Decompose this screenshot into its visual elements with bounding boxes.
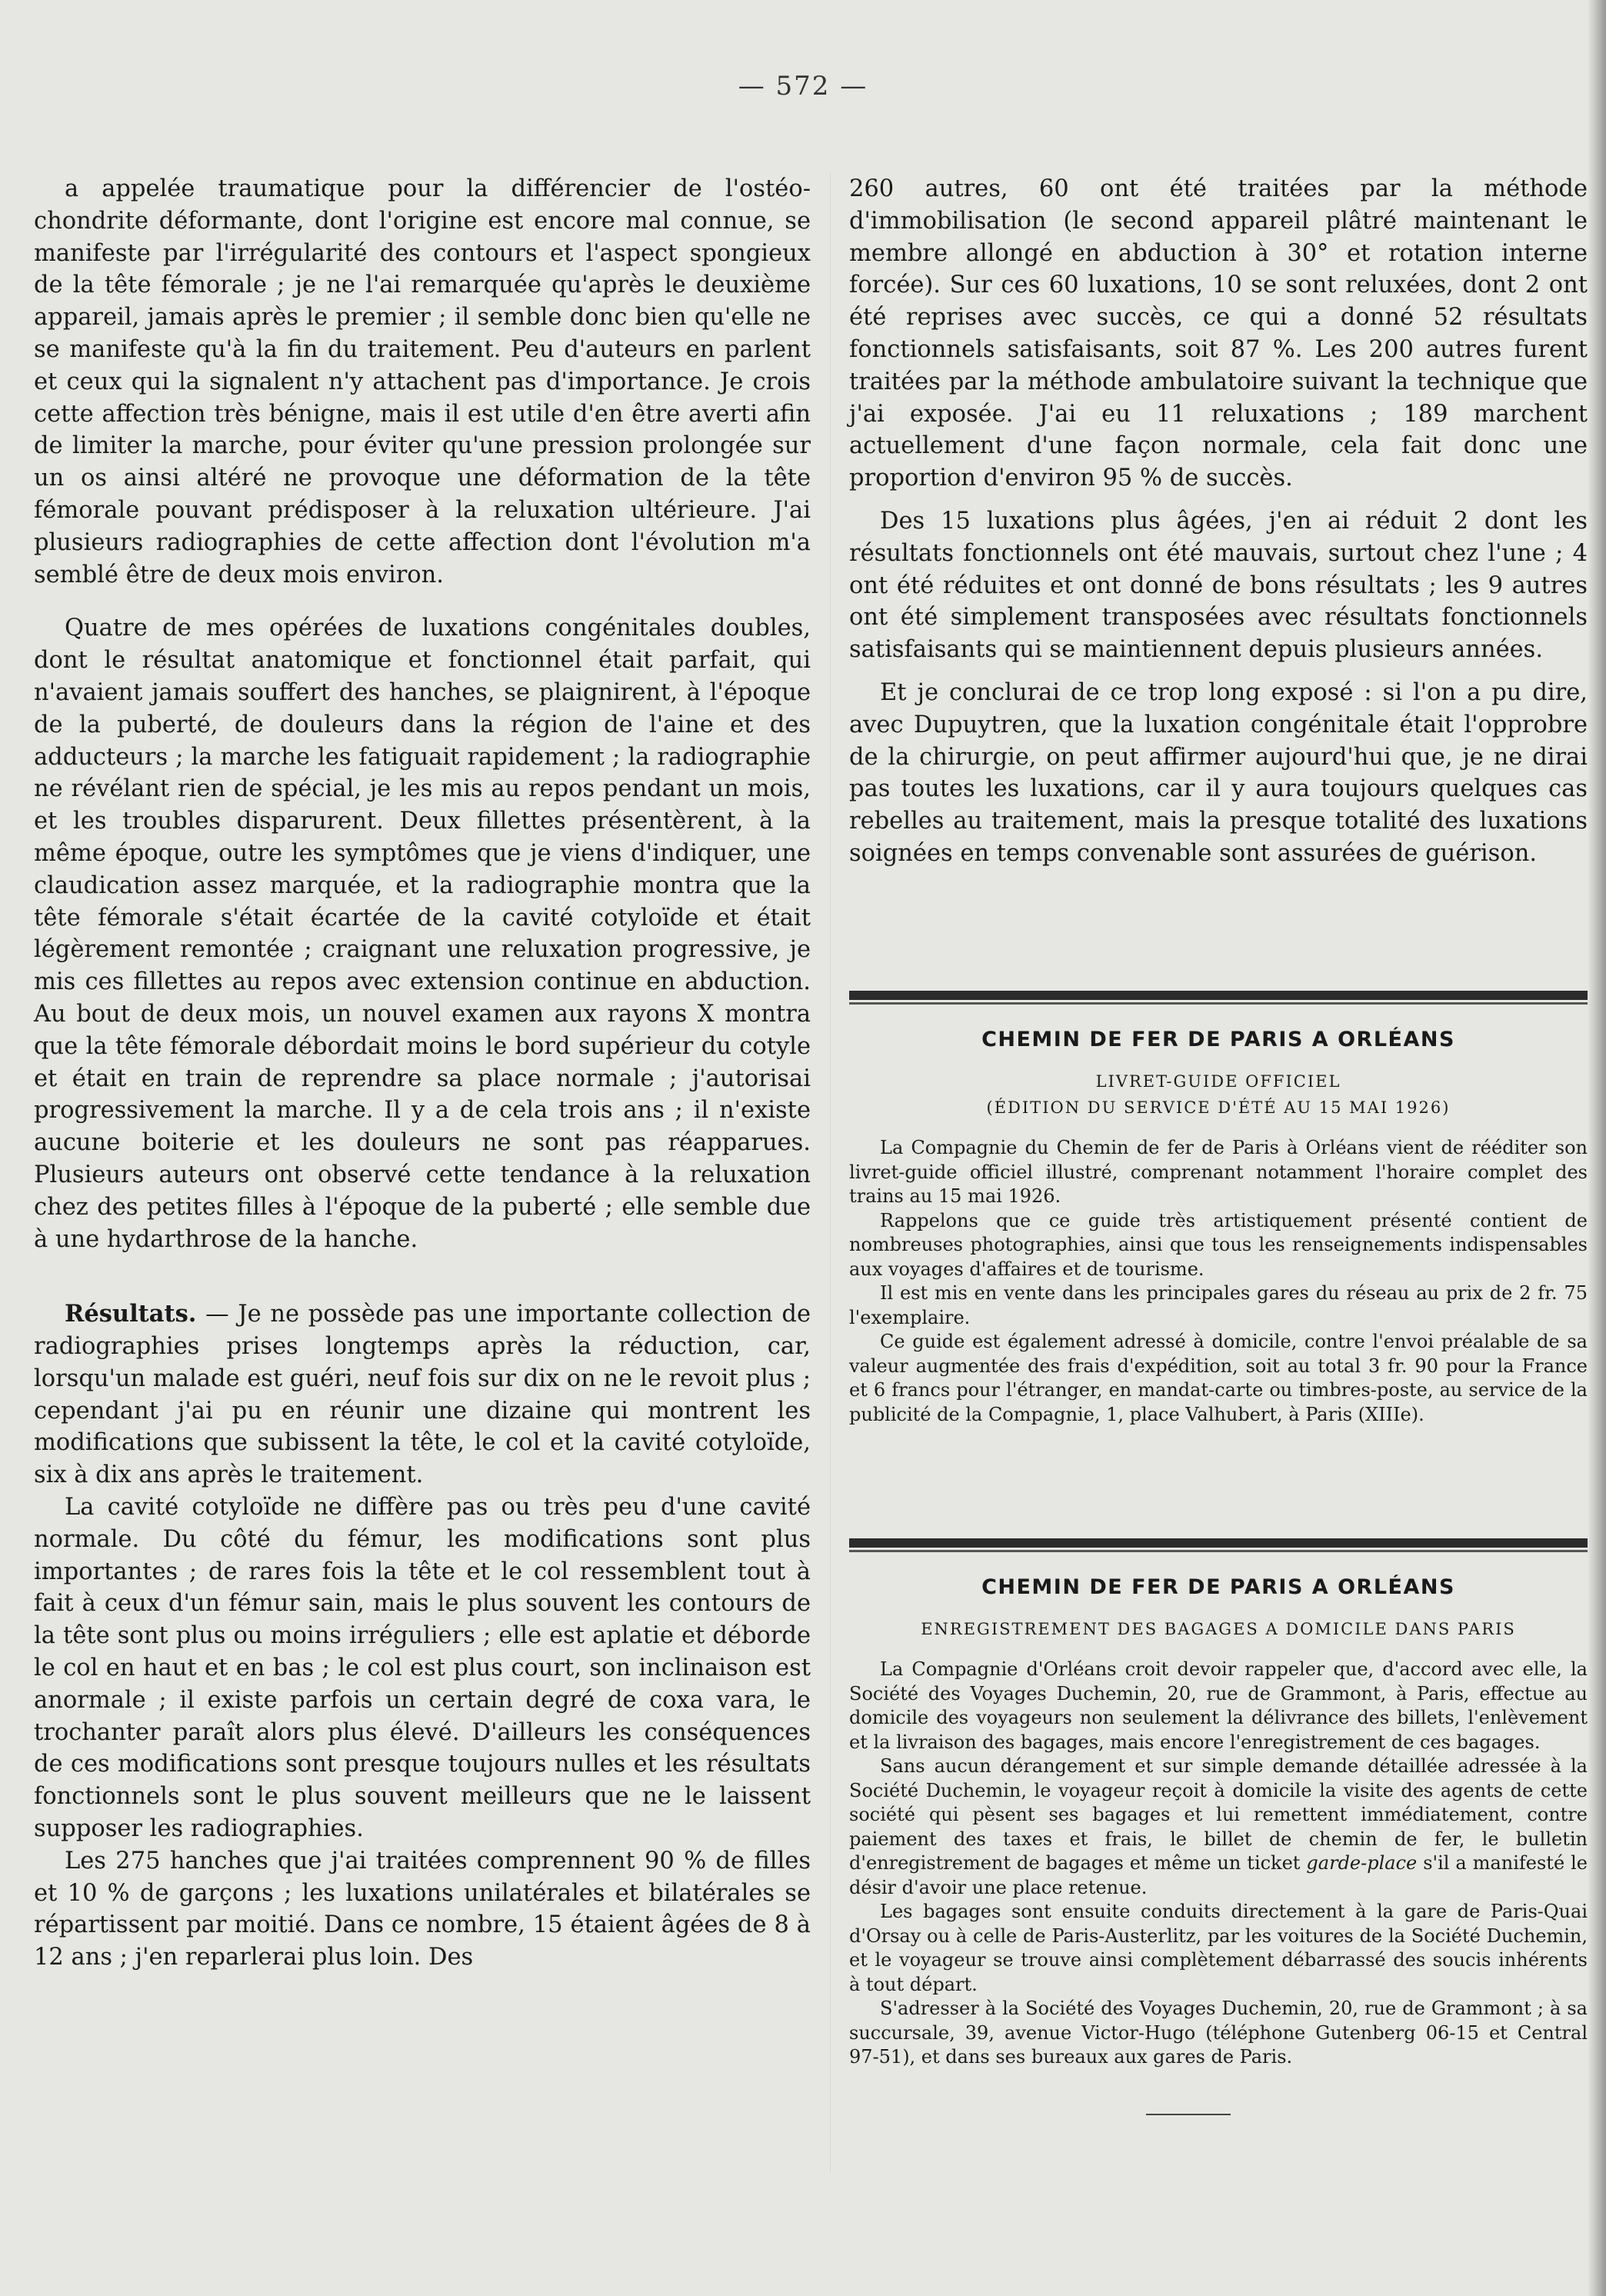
notice-title: CHEMIN DE FER DE PARIS A ORLÉANS — [981, 1028, 1455, 1051]
notice-paragraph: Ce guide est également adressé à domicile, contre l'envoi préalable de sa valeur augmentée des frais d'expédition, soit au total 3 fr. 90 pour la France et 6 francs pour l'étranger, en mandat-carte ou timbres-poste, au service de la publicité de la Compagnie, 1, place Valhubert, à Paris (XIIIe). — [849, 1331, 1588, 1425]
page-number: — 572 — — [738, 71, 868, 102]
notice-paragraph: Il est mis en vente dans les principales gares du réseau au prix de 2 fr. 75 l'exemplaire. — [849, 1282, 1588, 1328]
notice-paragraph: Rappelons que ce guide très artistiquement présenté contient de nombreuses photographies, ainsi que tous les renseignements indispensables aux voyages d'affaires et de tourisme. — [849, 1209, 1588, 1280]
right-column — [849, 173, 1588, 870]
page-edge-shadow — [1588, 0, 1606, 2296]
paragraph: Quatre de mes opérées de luxations congénitales doubles, dont le résultat anatomique et fonctionnel était parfait, qui n'avaient jamais souffert des hanches, se plaignirent, à l'époque de la puberté, de douleurs dans la région de l'aine et des adducteurs ; la marche les fatiguait rapidement ; la radiographie ne révélant rien de spécial, je les mis au repos pendant un mois, et les troubles disparurent. Deux fillettes présentèrent, à la même époque, outre les symptômes que je viens d'indiquer, une claudication assez marquée, et la radiographie montra que la tête fémorale s'était écartée de la cavité cotyloïde et était légèrement remontée ; craignant une reluxation progressive, je mis ces fillettes au repos avec extension continue en abduction. Au bout de deux mois, un nouvel examen aux rayons X montra que la tête fémorale débordait moins le bord supérieur du cotyle et était en train de reprendre sa place normale ; j'autorisai progressivement la marche. Il y a de cela trois ans ; il n'existe aucune boiterie et les douleurs ne sont pas réapparues. Plusieurs auteurs ont observé cette tendance à la reluxation chez des petites filles à l'époque de la puberté ; elle semble due à une hydarthrose de la hanche. — [34, 615, 811, 1253]
rule-divider — [849, 1538, 1588, 1548]
rule-divider — [849, 991, 1588, 1000]
paragraph: Les 275 hanches que j'ai traitées comprennent 90 % de filles et 10 % de garçons ; les luxations unilatérales et bilatérales se répartissent par moitié. Dans ce nombre, 15 étaient âgées de 8 à 12 ans ; j'en reparlerai plus loin. Des — [34, 1847, 811, 1971]
notice-subtitle: ENREGISTREMENT DES BAGAGES A DOMICILE DANS PARIS — [921, 1620, 1516, 1638]
column-gutter — [830, 173, 831, 2173]
notice-paragraph: La Compagnie d'Orléans croit devoir rappeler que, d'accord avec elle, la Société des Voyages Duchemin, 20, rue de Grammont, à Paris, effectue au domicile des voyageurs non seulement la délivrance des billets, l'enlèvement et la livraison des bagages, mais encore l'enregistrement de ces bagages. — [849, 1658, 1588, 1753]
paragraph-text: s'il a manifesté le désir d'avoir une place retenue. — [849, 1852, 1588, 1898]
results-paragraph — [34, 1298, 811, 1491]
section-heading: Résultats. — [65, 1300, 197, 1328]
notice-subtitle: LIVRET-GUIDE OFFICIEL — [1095, 1072, 1341, 1091]
paragraph: a appelée traumatique pour la différencier de l'ostéo-chondrite déformante, dont l'origine est encore mal connue, se manifeste par l'irrégularité des contours et l'aspect spongieux de la tête fémorale ; je ne l'ai remarquée qu'après le deuxième appareil, jamais après le premier ; il semble donc bien qu'elle ne se manifeste qu'à la fin du traitement. Peu d'auteurs en parlent et ceux qui la signalent n'y attachent pas d'importance. Je crois cette affection très bénigne, mais il est utile d'en être averti afin de limiter la marche, pour éviter qu'une pression prolongée sur un os ainsi altéré ne provoque une déformation de la tête fémorale pouvant prédisposer à la reluxation ultérieure. J'ai plusieurs radiographies de cette affection dont l'évolution m'a semblé être de deux mois environ. — [34, 175, 811, 588]
notice-paragraph: La Compagnie du Chemin de fer de Paris à Orléans vient de rééditer son livret-guide officiel illustré, comprenant notamment l'horaire complet des trains au 15 mai 1926. — [849, 1137, 1588, 1207]
rule-divider — [849, 1002, 1588, 1005]
end-rule — [1146, 2114, 1231, 2115]
paragraph: Des 15 luxations plus âgées, j'en ai réduit 2 dont les résultats fonctionnels ont été mauvais, surtout chez l'une ; 4 ont été réduites et ont donné de bons résultats ; les 9 autres ont été simplement transposées avec résultats fonctionnels satisfaisants qui se maintiennent depuis plusieurs années. — [849, 507, 1588, 664]
paragraph-text: — Je ne possède pas une importante collection de radiographies prises longtemps après la réduction, car, lorsqu'un malade est guéri, neuf fois sur dix on ne le revoit plus ; cependant j'ai pu en réunir une dizaine qui montrent les modifications que subissent la tête, le col et la cavité cotyloïde, six à dix ans après le traitement. — [34, 1301, 811, 1489]
notice-paragraph — [849, 1754, 1588, 1900]
left-column — [34, 173, 811, 1974]
paragraph: Et je conclurai de ce trop long exposé : si l'on a pu dire, avec Dupuytren, que la luxation congénitale était l'opprobre de la chirurgie, on peut affirmer aujourd'hui que, je ne dirai pas toutes les luxations, car il y aura toujours quelques cas rebelles au traitement, mais la presque totalité des luxations soignées en temps convenable sont assurées de guérison. — [849, 678, 1588, 867]
paragraph: La cavité cotyloïde ne diffère pas ou très peu d'une cavité normale. Du côté du fémur, les modifications sont plus importantes ; de rares fois la tête et le col ressemblent tout à fait à ceux d'un fémur sain, mais le plus souvent les contours de la tête sont plus ou moins irréguliers ; elle est aplatie et déborde le col en haut et en bas ; le col est plus court, son inclinaison est anormale ; il existe parfois un certain degré de coxa vara, le trochanter paraît alors plus élevé. D'ailleurs les conséquences de ces modifications sont presque toujours nulles et les résultats fonctionnels sont le plus souvent meilleurs que ne le laissent supposer les radiographies. — [34, 1494, 811, 1843]
paragraph-text: Sans aucun dérangement et sur simple demande détaillée adressée à la Société Duchemin, le voyageur reçoit à domicile la visite des agents de cette société qui pèsent ses bagages et lui remettent immédiatement, contre paiement des taxes et frais, le billet de chemin de fer, le bulletin d'enregistrement de bagages et même un ticket — [849, 1755, 1588, 1874]
notice-paragraph: S'adresser à la Société des Voyages Duchemin, 20, rue de Grammont ; à sa succursale, 39, avenue Victor-Hugo (téléphone Gutenberg 06-15 et Central 97-51), et dans ses bureaux aux gares de Paris. — [849, 1998, 1588, 2068]
italic-term: garde-place — [1306, 1852, 1418, 1874]
paragraph: 260 autres, 60 ont été traitées par la méthode d'immobilisation (le second appareil plâtré maintenant le membre allongé en abduction à 30° et rotation interne forcée). Sur ces 60 luxations, 10 se sont reluxées, dont 2 ont été reprises avec succès, ce qui a donné 52 résultats fonctionnels satisfaisants, soit 87 %. Les 200 autres furent traitées par la méthode ambulatoire suivant la technique que j'ai exposée. J'ai eu 11 reluxations ; 189 marchent actuellement d'une façon normale, cela fait donc une proportion d'environ 95 % de succès. — [849, 175, 1588, 492]
notice-livret-guide — [849, 991, 1588, 1427]
rule-divider — [849, 1550, 1588, 1552]
notice-enregistrement-bagages — [849, 1538, 1588, 2070]
notice-subtitle-edition: (ÉDITION DU SERVICE D'ÉTÉ AU 15 MAI 1926) — [986, 1098, 1451, 1117]
notice-paragraph: Les bagages sont ensuite conduits directement à la gare de Paris-Quai d'Orsay ou à celle de Paris-Austerlitz, par les voitures de la Société Duchemin, et le voyageur se trouve ainsi complètement débarrassé des soucis inhérents à tout départ. — [849, 1901, 1588, 1995]
notice-title: CHEMIN DE FER DE PARIS A ORLÉANS — [981, 1575, 1455, 1599]
